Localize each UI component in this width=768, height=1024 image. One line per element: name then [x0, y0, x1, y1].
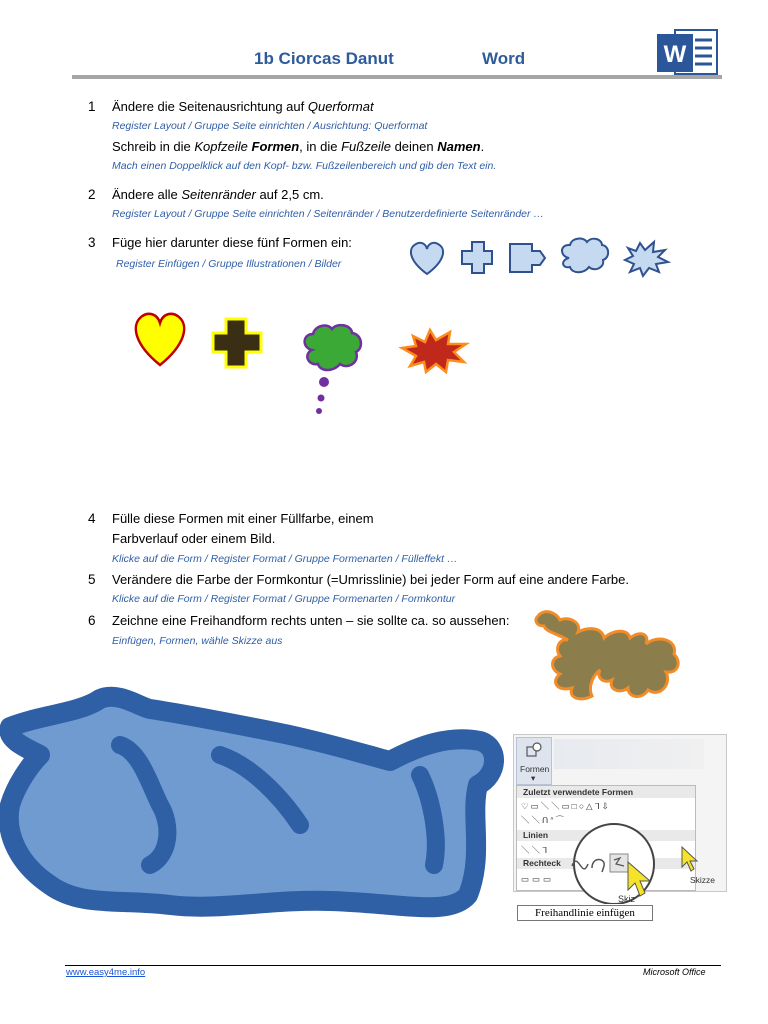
red-burst-shape [398, 326, 470, 374]
formen-label: Formen [520, 764, 550, 774]
task-4-number: 4 [88, 511, 96, 526]
formen-button[interactable] [516, 737, 552, 785]
task-2-hint: Register Layout / Gruppe Seite einrichten / Seitenränder / Benutzerdefinierte Seitenränder … [112, 208, 544, 220]
rect-row[interactable]: ▭▭▭ [521, 874, 555, 884]
task-3-hint: Register Einfügen / Gruppe Illustrationen / Bilder [116, 258, 342, 270]
task-5-text: Verändere die Farbe der Formkontur (=Umrisslinie) bei jeder Form auf eine andere Farbe. [112, 572, 629, 587]
task-2-number: 2 [88, 187, 96, 202]
task-6-hint: Einfügen, Formen, wähle Skizze aus [112, 635, 283, 647]
blue-freehand-drawing [0, 685, 516, 935]
sketch-label-cut: Skiz [618, 894, 636, 904]
sketch-label: Skizze [690, 875, 716, 885]
task-4-text-2: Farbverlauf oder einem Bild. [112, 531, 276, 546]
task-3-number: 3 [88, 235, 96, 250]
freehand-tooltip: Freihandlinie einfügen [517, 905, 653, 921]
sample-cloud-shape [562, 239, 608, 273]
footer-right: Microsoft Office [643, 967, 706, 977]
magnifier-lens [562, 820, 672, 904]
green-thought-cloud-shape [300, 322, 366, 418]
task-1-number: 1 [88, 99, 96, 114]
olive-freeform-shape [532, 604, 686, 704]
task-5-number: 5 [88, 572, 96, 587]
ribbon-faded-group [554, 739, 704, 769]
task-1-text: Ändere die Seitenausrichtung auf Querformat [112, 99, 374, 114]
footer-link[interactable]: www.easy4me.info [66, 967, 146, 978]
logo-letter: W [663, 41, 687, 68]
task-2-text: Ändere alle Seitenränder auf 2,5 cm. [112, 187, 324, 202]
task-1-text-2: Schreib in die Kopfzeile Formen, in die Fußzeile deinen Namen. [112, 139, 485, 154]
task-6-number: 6 [88, 613, 96, 628]
sample-burst-shape [625, 242, 668, 276]
recent-shapes-row-2[interactable]: ＼＼ᑎᐢ⌒ [521, 815, 567, 825]
task-4-text: Fülle diese Formen mit einer Füllfarbe, einem [112, 511, 374, 526]
recent-shapes-row[interactable]: ♡▭＼＼▭□○△ᒣ⇩ [521, 801, 611, 811]
lines-heading: Linien [523, 830, 549, 840]
chevron-down-icon: ▾ [531, 773, 536, 783]
task-5-hint: Klicke auf die Form / Register Format / Gruppe Formenarten / Formkontur [112, 593, 456, 605]
task-1-hint: Register Layout / Gruppe Seite einrichten / Ausrichtung: Querformat [112, 120, 428, 132]
sample-heart-shape [411, 243, 443, 274]
rect-heading: Rechteck [523, 858, 561, 868]
cursor-arrow-icon [676, 843, 706, 873]
task-6-text: Zeichne eine Freihandform rechts unten – sie sollte ca. so aussehen: [112, 613, 510, 628]
sample-cross-shape [462, 242, 492, 273]
task-3-text: Füge hier darunter diese fünf Formen ein: [112, 235, 352, 250]
header-name: 1b Ciorcas Danut [254, 49, 394, 68]
lines-row[interactable]: ＼＼ᒣ [521, 845, 550, 855]
yellow-heart-shape [130, 308, 192, 370]
shapes-icon [525, 741, 543, 759]
footer-rule [65, 965, 721, 966]
word-logo-icon [657, 26, 719, 78]
sample-arrow-shape [510, 244, 545, 272]
header-rule [72, 75, 722, 79]
task-4-hint: Klicke auf die Form / Register Format / Gruppe Formenarten / Fülleffekt … [112, 553, 458, 565]
dark-cross-shape [210, 316, 264, 370]
sample-shapes [406, 236, 676, 280]
recent-shapes-heading: Zuletzt verwendete Formen [523, 787, 634, 797]
header-app: Word [482, 49, 526, 68]
task-1-hint-2: Mach einen Doppelklick auf den Kopf- bzw. Fußzeilenbereich und gib den Text ein. [112, 160, 497, 172]
